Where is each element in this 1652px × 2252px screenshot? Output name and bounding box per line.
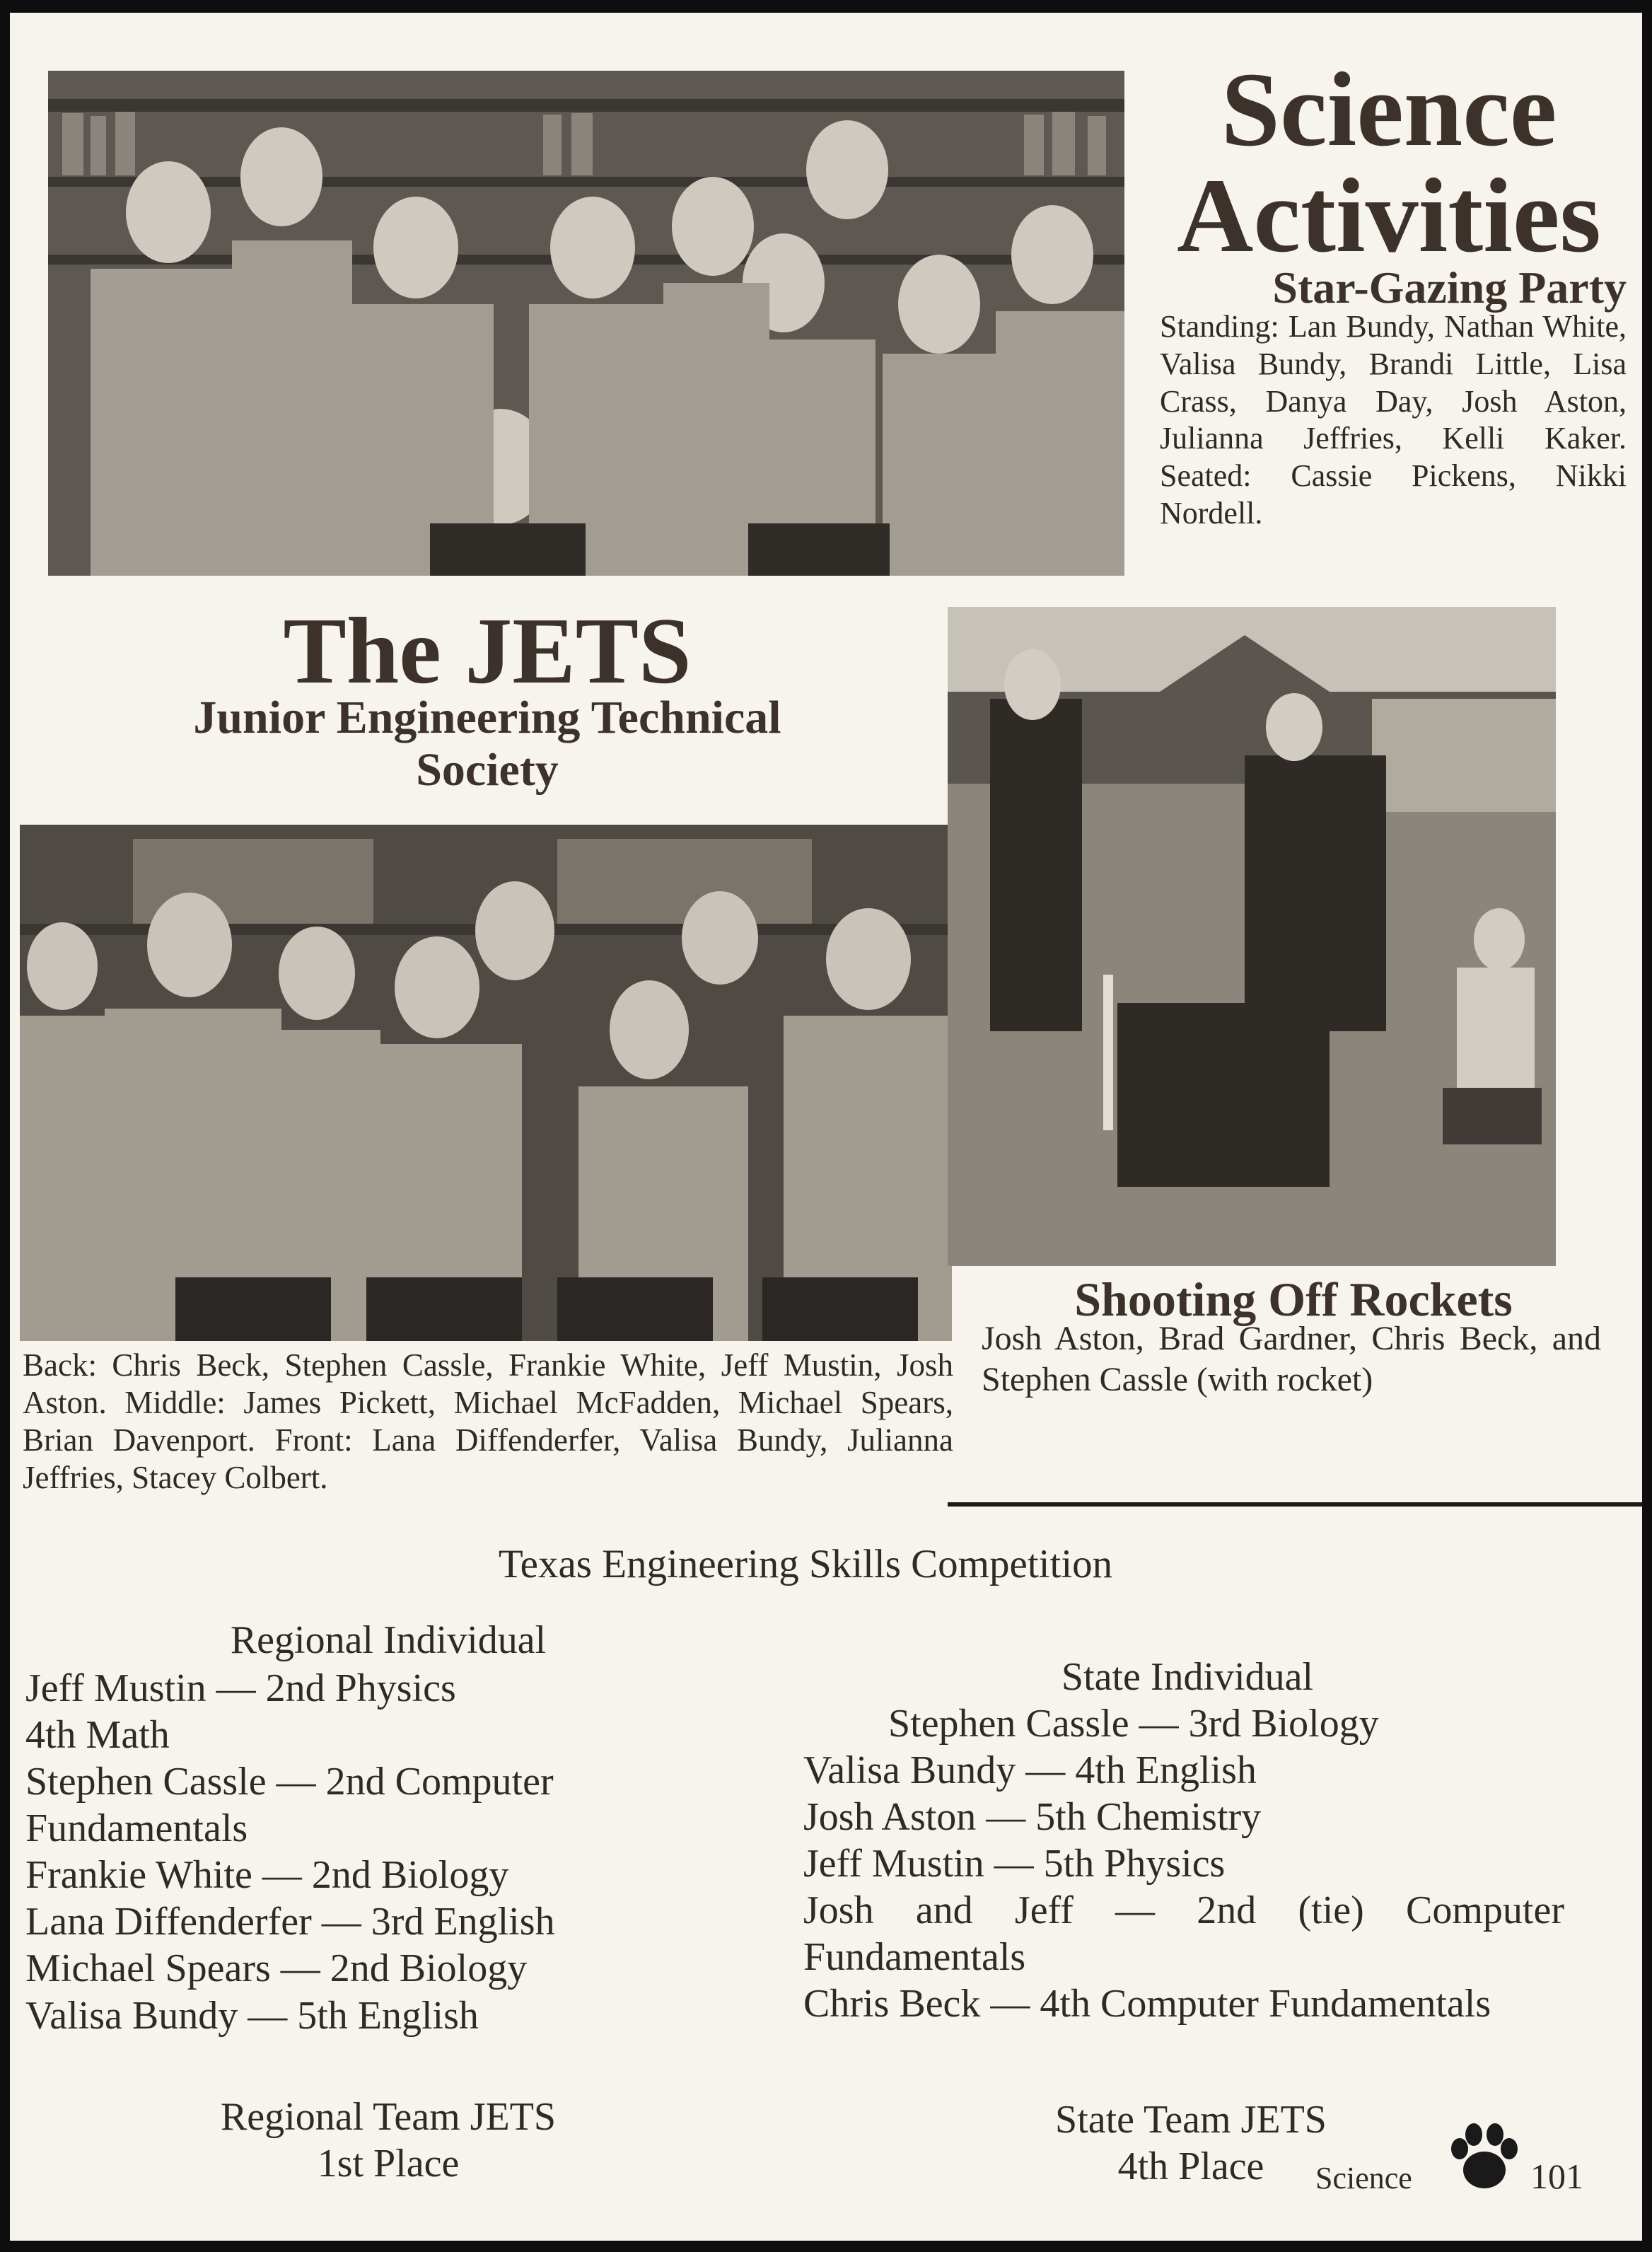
list-item: Stephen Cassle — 3rd Biology — [888, 1702, 1379, 1746]
yearbook-page — [10, 13, 1642, 2241]
regional-individual-list — [25, 1665, 782, 2039]
regional-team-result — [31, 2094, 745, 2187]
state-individual-heading: State Individual — [1061, 1655, 1314, 1699]
state-team-line1: State Team JETS — [1055, 2098, 1327, 2142]
section-divider-rule — [948, 1502, 1642, 1507]
rockets-caption: Josh Aston, Brad Gardner, Chris Beck, and Stephen Cassle (with rocket) — [982, 1320, 1601, 1398]
paw-print-icon — [1446, 2118, 1523, 2195]
state-team-line2: 4th Place — [1117, 2144, 1264, 2189]
jets-subtitle-line1: Junior Engineering Technical — [193, 692, 781, 743]
page-number: 101 — [1530, 2157, 1583, 2196]
jets-title: The JETS — [283, 598, 692, 703]
rockets-photo — [948, 607, 1556, 1266]
list-item: Michael Spears — 2nd Biology — [25, 1946, 528, 1991]
stargazing-group-photo — [48, 71, 1124, 576]
list-item: Stephen Cassle — 2nd Computer Fundamentals — [25, 1760, 554, 1851]
list-item: Frankie White — 2nd Biology — [25, 1853, 509, 1898]
stargazing-caption: Standing: Lan Bundy, Nathan White, Valisa Bundy, Brandi Little, Lisa Crass, Danya Day, Josh Aston, Julianna Jeffries, Kelli Kaker. Seated: Cassie Pickens, Nikki Nordell. — [1160, 309, 1627, 530]
rockets-heading: Shooting Off Rockets — [1074, 1272, 1513, 1326]
section-title-line2: Activities — [1177, 157, 1601, 274]
list-item: Jeff Mustin — 5th Physics — [803, 1842, 1226, 1886]
list-item: Valisa Bundy — 5th English — [25, 1993, 479, 2038]
list-item: Valisa Bundy — 4th English — [803, 1748, 1257, 1793]
list-item: 4th Math — [25, 1713, 170, 1758]
regional-individual-heading: Regional Individual — [230, 1618, 547, 1662]
section-title-line1: Science — [1221, 51, 1557, 168]
section-title — [1141, 51, 1636, 274]
stargazing-heading: Star-Gazing Party — [1272, 262, 1627, 313]
list-item: Jeff Mustin — 2nd Physics — [25, 1666, 456, 1710]
jets-subtitle-line2: Society — [416, 743, 559, 796]
regional-team-line1: Regional Team JETS — [220, 2095, 557, 2139]
competition-title: Texas Engineering Skills Competition — [498, 1542, 1113, 1586]
list-item: Josh Aston — 5th Chemistry — [803, 1795, 1262, 1840]
list-item: Lana Diffenderfer — 3rd English — [25, 1900, 555, 1944]
footer-section-label: Science — [1315, 2161, 1412, 2195]
list-item: Josh and Jeff — 2nd (tie) Computer Fundamentals — [803, 1888, 1564, 1980]
list-item: Chris Beck — 4th Computer Fundamentals — [803, 1982, 1491, 2026]
jets-caption: Back: Chris Beck, Stephen Cassle, Frankie White, Jeff Mustin, Josh Aston. Middle: James Pickett, Michael McFadden, Michael Spears, Brian Davenport. Front: Lana Diffenderfer, Valisa Bundy, Julianna Jeffries, Stacey Colbert. — [23, 1347, 953, 1496]
jets-subtitle — [31, 692, 943, 796]
regional-team-line2: 1st Place — [317, 2142, 460, 2186]
jets-group-photo — [20, 825, 952, 1341]
state-individual-list — [803, 1700, 1564, 2028]
